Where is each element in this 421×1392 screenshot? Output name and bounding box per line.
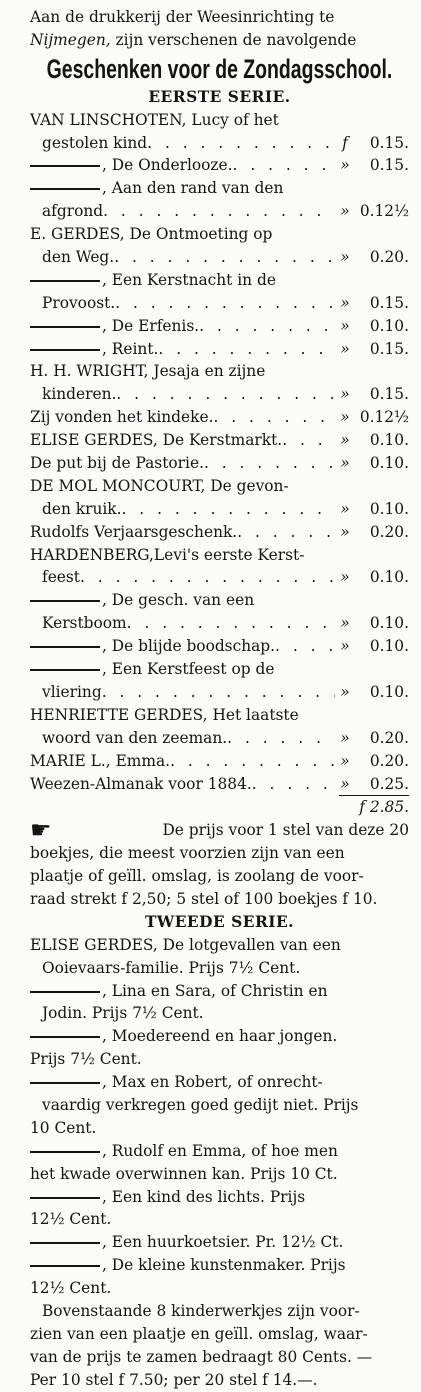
ditto-dash: [30, 1036, 100, 1038]
leader-dots: [158, 338, 335, 361]
entry-line: [30, 338, 409, 361]
intro-line-1: Aan de drukkerij der Weesinrichting te: [30, 8, 335, 26]
entry-text: E. GERDES, De Ontmoeting op: [30, 225, 273, 244]
price-mark: »: [340, 728, 350, 747]
leader-dots: [213, 406, 335, 429]
price-mark: »: [340, 339, 350, 358]
intro-city: Nijmegen,: [30, 30, 111, 49]
entry-line: [30, 980, 409, 1003]
leader-dots: [233, 154, 335, 177]
entry-title: den Weg.: [42, 248, 115, 267]
entry-line: [30, 383, 409, 406]
entry-text: het kwade overwinnen kan. Prijs 10 Ct.: [30, 1164, 338, 1183]
entry-title: ELISE GERDES, De Kerstmarkt.: [30, 431, 283, 450]
entry-title: , De gesch. van een: [102, 591, 255, 610]
entry-line: [30, 773, 409, 796]
currency-mark: f: [342, 133, 348, 152]
entry-line: [30, 658, 409, 681]
entry-text: VAN LINSCHOTEN, Lucy of het: [30, 110, 279, 129]
entry-line: [30, 154, 409, 177]
entry-line: [30, 589, 409, 612]
note-line: boekjes, die meest voorzien zijn van een: [30, 844, 345, 863]
entry-price: 0.20.: [369, 522, 409, 541]
entry-line: [30, 246, 409, 269]
price-mark: »: [340, 751, 350, 770]
entry-title: , Rudolf en Emma, of hoe men: [102, 1141, 338, 1160]
entry-title: , Een kind des lichts. Prijs: [102, 1187, 306, 1206]
ditto-dash: [30, 991, 100, 993]
price-mark: »: [340, 454, 350, 473]
price-mark: »: [340, 522, 350, 541]
entry-title: , Aan den rand van den: [102, 179, 284, 198]
entry-price: 0.10.: [369, 454, 409, 473]
entry-title: , De Erfenis.: [102, 316, 200, 335]
leader-dots: [122, 498, 335, 521]
entry-title: , Max en Robert, of onrecht-: [102, 1073, 323, 1092]
entry-line: [30, 429, 409, 452]
entry-title: Zij vonden het kindeke.: [30, 408, 214, 427]
entry-line: [30, 1025, 409, 1048]
summary-line: Per 10 stel f 7.50; per 20 stel f 14.—.: [30, 1370, 318, 1389]
price-mark: »: [340, 202, 350, 221]
price-mark: »: [340, 614, 350, 633]
entry-price: 0.20.: [369, 751, 409, 770]
price-mark: »: [340, 385, 350, 404]
serie-1-total: f 2.85.: [359, 798, 409, 817]
entry-price: 0.10.: [369, 682, 409, 701]
entry-text: 10 Cent.: [30, 1118, 97, 1137]
entry-title: woord van den zeeman.: [42, 728, 228, 747]
ditto-dash: [30, 165, 100, 167]
entry-text: Jodin. Prijs 7½ Cent.: [42, 1004, 204, 1023]
pointing-hand-icon: ☛: [30, 819, 52, 843]
price-mark: »: [340, 568, 350, 587]
note-line: [30, 819, 409, 842]
entry-text: HARDENBERG,Levi's eerste Kerst-: [30, 545, 305, 564]
serie-1-heading: EERSTE SERIE.: [148, 87, 291, 106]
entry-title: , De kleine kunstenmaker. Prijs: [102, 1256, 346, 1275]
ditto-dash: [30, 280, 100, 282]
entry-line: [30, 200, 409, 223]
entry-line: [30, 315, 409, 338]
entry-line: [30, 1140, 409, 1163]
entry-title: Rudolfs Verjaarsgeschenk.: [30, 522, 238, 541]
leader-dots: [275, 635, 335, 658]
price-mark: »: [340, 316, 350, 335]
entry-title: den kruik.: [42, 499, 122, 518]
intro-line-2: [30, 29, 409, 52]
leader-dots: [114, 246, 335, 269]
entry-title: feest: [42, 568, 80, 587]
entry-text: 12½ Cent.: [30, 1210, 112, 1229]
note-line: raad strekt f 2,50; 5 stel of 100 boekjes f 10.: [30, 889, 378, 908]
entry-title: , Een Kerstfeest op de: [102, 660, 275, 679]
entry-line: [30, 132, 409, 155]
entry-text: vaardig verkregen goed gedijt niet. Prijs: [42, 1095, 359, 1114]
entry-text: Ooievaars-familie. Prijs 7½ Cent.: [42, 958, 301, 977]
price-mark: »: [340, 431, 350, 450]
entry-price: 0.10.: [369, 637, 409, 656]
entry-line: [30, 177, 409, 200]
entry-line: [30, 498, 409, 521]
entry-text: ELISE GERDES, De lotgevallen van een: [30, 935, 341, 954]
entry-title: MARIE L., Emma.: [30, 751, 171, 770]
note-text: De prijs voor 1 stel van deze 20: [162, 821, 409, 840]
entry-line: [30, 727, 409, 750]
leader-dots: [115, 292, 335, 315]
summary-line: zien van een plaatje en geïll. omslag, waar-: [30, 1324, 368, 1343]
entry-title: , De blijde boodschap.: [102, 637, 276, 656]
ditto-dash: [30, 1197, 100, 1199]
entry-price: 0.15.: [369, 339, 409, 358]
price-mark: »: [340, 774, 350, 793]
leader-dots: [199, 315, 335, 338]
leader-dots: [227, 727, 335, 750]
entry-line: [30, 292, 409, 315]
entry-price: 0.15.: [369, 133, 409, 152]
ditto-dash: [30, 1082, 100, 1084]
price-mark: »: [340, 248, 350, 267]
leader-dots: [147, 132, 335, 155]
entry-line: [30, 681, 409, 704]
entry-line: [30, 269, 409, 292]
entry-line: [30, 452, 409, 475]
entry-text: H. H. WRIGHT, Jesaja en zijne: [30, 362, 266, 381]
entry-title: , Lina en Sara, of Christin en: [102, 981, 328, 1000]
ditto-dash: [30, 646, 100, 648]
leader-dots: [282, 429, 335, 452]
entry-line: [30, 1254, 409, 1277]
price-mark: »: [340, 499, 350, 518]
entry-text: 12½ Cent.: [30, 1279, 112, 1298]
entry-line: [30, 1071, 409, 1094]
ditto-dash: [30, 600, 100, 602]
entry-title: vliering: [42, 682, 102, 701]
entry-title: gestolen kind: [42, 133, 148, 152]
entry-line: [30, 1186, 409, 1209]
ditto-dash: [30, 1242, 100, 1244]
intro-rest: zijn verschenen de navolgende: [110, 30, 357, 49]
entry-title: , Een Kerstnacht in de: [102, 270, 276, 289]
summary-line: van de prijs te zamen bedraagt 80 Cents. —: [30, 1347, 373, 1366]
leader-dots: [127, 612, 335, 635]
ditto-dash: [30, 669, 100, 671]
note-line: plaatje of geïll. omslag, is zoolang de voor-: [30, 867, 364, 886]
entry-title: , De Onderlooze.: [102, 156, 233, 175]
leader-dots: [102, 681, 335, 704]
page-title: Geschenken voor de Zondagsschool.: [46, 53, 393, 84]
ditto-dash: [30, 188, 100, 190]
entry-title: kinderen.: [42, 385, 117, 404]
ditto-dash: [30, 1265, 100, 1267]
entry-title: Weezen-Almanak voor 1884.: [30, 774, 252, 793]
entry-price: 0.15.: [369, 385, 409, 404]
entry-price: 0.10.: [369, 431, 409, 450]
entry-price: 0.10.: [369, 316, 409, 335]
entry-title: Provoost.: [42, 293, 116, 312]
entry-title: , Moedereend en haar jongen.: [102, 1027, 338, 1046]
entry-price: 0.15.: [369, 293, 409, 312]
entry-price: 0.15.: [369, 156, 409, 175]
leader-dots: [116, 383, 335, 406]
leader-dots: [80, 566, 335, 589]
entry-price: 0.10.: [369, 499, 409, 518]
ditto-dash: [30, 349, 100, 351]
entry-price: 0.10.: [369, 568, 409, 587]
entry-title: Kerstboom: [42, 614, 127, 633]
entry-text: DE MOL MONCOURT, De gevon-: [30, 476, 289, 495]
entry-title: De put bij de Pastorie.: [30, 454, 204, 473]
leader-dots: [204, 452, 335, 475]
entry-price: 0.12½: [359, 202, 409, 221]
leader-dots: [103, 200, 335, 223]
entry-line: [30, 750, 409, 773]
entry-title: afgrond: [42, 202, 104, 221]
leader-dots: [170, 750, 335, 773]
price-mark: »: [340, 682, 350, 701]
price-mark: »: [340, 156, 350, 175]
entry-price: 0.20.: [369, 248, 409, 267]
leader-dots: [252, 773, 335, 796]
leader-dots: [237, 521, 335, 544]
ditto-dash: [30, 326, 100, 328]
summary-line: Bovenstaande 8 kinderwerkjes zijn voor-: [42, 1301, 360, 1320]
entry-line: [30, 1231, 409, 1254]
entry-line: [30, 406, 409, 429]
ditto-dash: [30, 1151, 100, 1153]
price-mark: »: [340, 637, 350, 656]
entry-title: , Een huurkoetsier. Pr. 12½ Ct.: [102, 1233, 344, 1252]
entry-price: 0.25.: [369, 774, 409, 793]
entry-text: Prijs 7½ Cent.: [30, 1050, 142, 1069]
entry-price: 0.12½: [359, 408, 409, 427]
entry-title: , Reint.: [102, 339, 159, 358]
entry-line: [30, 566, 409, 589]
entry-line: [30, 521, 409, 544]
entry-line: [30, 612, 409, 635]
serie-2-heading: TWEEDE SERIE.: [144, 912, 295, 931]
price-mark: »: [340, 408, 350, 427]
entry-line: [30, 635, 409, 658]
entry-text: HENRIETTE GERDES, Het laatste: [30, 705, 299, 724]
entry-price: 0.10.: [369, 614, 409, 633]
price-mark: »: [340, 293, 350, 312]
entry-price: 0.20.: [369, 728, 409, 747]
